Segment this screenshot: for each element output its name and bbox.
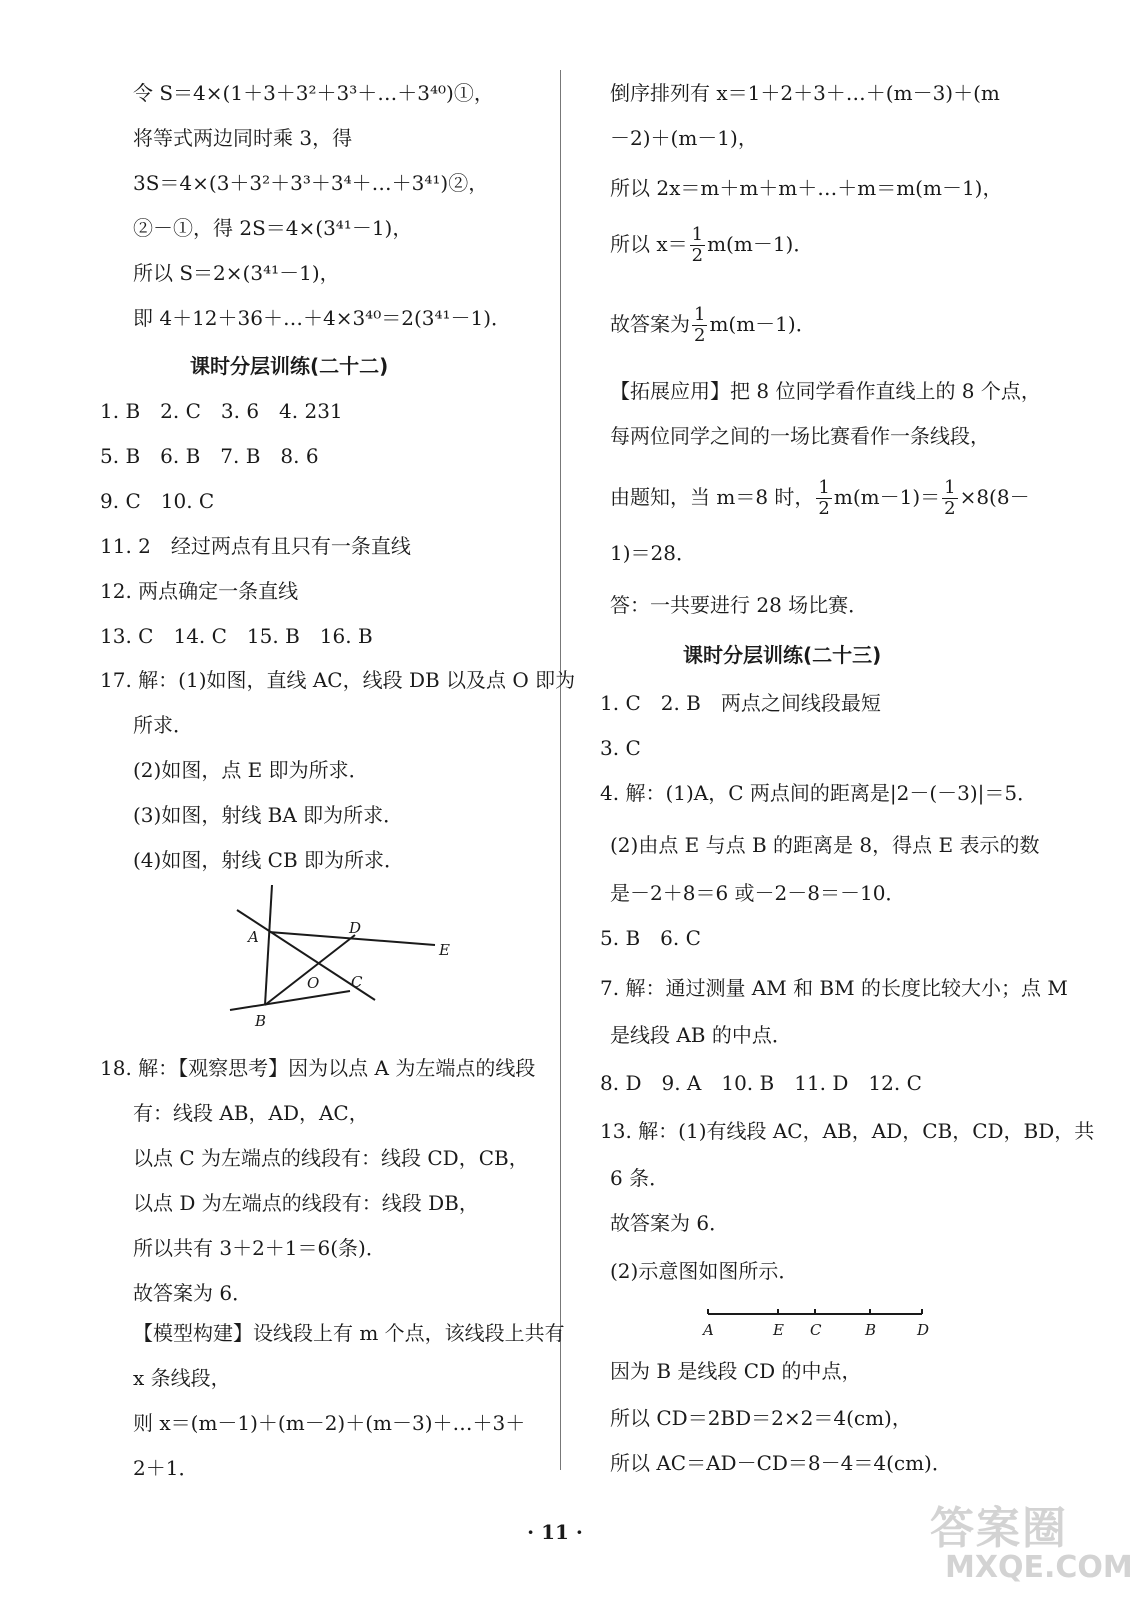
- frac-num: 1: [944, 477, 956, 498]
- text-line: 4. 解：(1)A，C 两点间的距离是|2－(－3)|＝5．: [600, 781, 1038, 805]
- text-line: 9. C 10. C: [100, 489, 215, 513]
- text-line: (4)如图，射线 CB 即为所求．: [133, 848, 405, 872]
- label-d: D: [349, 919, 362, 937]
- frac-line-when: [610, 478, 1030, 519]
- column-divider: [560, 70, 561, 1470]
- label-b: B: [255, 1012, 267, 1030]
- text-line: (3)如图，射线 BA 即为所求．: [133, 803, 404, 827]
- frac-line-when-mid: m(m－1)＝: [833, 485, 941, 509]
- text-line: (2)由点 E 与点 B 的距离是 8，得点 E 表示的数: [610, 833, 1040, 857]
- text-line: 8. D 9. A 10. B 11. D 12. C: [600, 1071, 922, 1095]
- section-heading: 课时分层训练(二十二): [190, 354, 389, 378]
- text-line: 令 S＝4×(1＋3＋3²＋3³＋…＋3⁴⁰)①，: [133, 81, 494, 105]
- page-number: · 11 ·: [527, 1520, 583, 1544]
- point-label-d: D: [917, 1321, 930, 1339]
- text-line: 13. C 14. C 15. B 16. B: [100, 624, 373, 648]
- point-label-e: E: [773, 1321, 784, 1339]
- frac-num: 1: [694, 304, 706, 325]
- text-line: 5. B 6. C: [600, 926, 701, 950]
- text-line: 以点 C 为左端点的线段有：线段 CD，CB，: [133, 1146, 529, 1170]
- text-line: 每两位同学之间的一场比赛看作一条线段，: [610, 424, 990, 448]
- text-line: 【模型构建】设线段上有 m 个点，该线段上共有: [133, 1321, 565, 1345]
- text-line: －2)＋(m－1)，: [610, 126, 758, 150]
- fraction: [692, 305, 707, 346]
- frac-num: 1: [691, 224, 704, 245]
- text-line: 则 x＝(m－1)＋(m－2)＋(m－3)＋…＋3＋: [133, 1411, 526, 1435]
- text-line: 18. 解：【观察思考】因为以点 A 为左端点的线段: [100, 1056, 536, 1080]
- text-line: ②－①，得 2S＝4×(3⁴¹－1)，: [133, 216, 413, 240]
- point-label-a: A: [703, 1321, 714, 1339]
- figure-13-segment: [690, 1302, 950, 1342]
- frac-den: 2: [944, 498, 956, 519]
- text-line: 3S＝4×(3＋3²＋3³＋3⁴＋…＋3⁴¹)②，: [133, 171, 489, 195]
- text-line: 6 条．: [610, 1166, 670, 1190]
- text-line: 有：线段 AB，AD，AC，: [133, 1101, 369, 1125]
- frac-line-x: [610, 225, 813, 266]
- text-line: 13. 解：(1)有线段 AC，AB，AD，CB，CD，BD，共: [600, 1119, 1095, 1143]
- text-line: 将等式两边同时乘 3，得: [133, 126, 353, 150]
- text-line: 5. B 6. B 7. B 8. 6: [100, 444, 319, 468]
- section-heading: 课时分层训练(二十三): [683, 643, 882, 667]
- text-line: 所以 AC＝AD－CD＝8－4＝4(cm)．: [610, 1451, 952, 1475]
- text-line: 3. C: [600, 736, 641, 760]
- segment-db: [265, 935, 355, 1005]
- ray-cb: [230, 991, 350, 1010]
- text-line: 是－2＋8＝6 或－2－8＝－10．: [610, 881, 906, 905]
- frac-line-when-post: ×8(8－: [959, 485, 1030, 509]
- text-line: x 条线段，: [133, 1366, 231, 1390]
- frac-line-when-pre: 由题知，当 m＝8 时，: [610, 485, 815, 509]
- text-line: 答：一共要进行 28 场比赛．: [610, 593, 869, 617]
- text-line: 以点 D 为左端点的线段有：线段 DB，: [133, 1191, 479, 1215]
- point-label-b: B: [865, 1321, 877, 1339]
- text-line: 7. 解：通过测量 AM 和 BM 的长度比较大小；点 M: [600, 976, 1068, 1000]
- text-line: (2)示意图如图所示．: [610, 1259, 799, 1283]
- ray-ba: [265, 885, 272, 1005]
- text-line: 所以共有 3＋2＋1＝6(条)．: [133, 1236, 386, 1260]
- text-line: 所以 S＝2×(3⁴¹－1)，: [133, 261, 340, 285]
- text-line: 即 4＋12＋36＋…＋4×3⁴⁰＝2(3⁴¹－1)．: [133, 306, 512, 330]
- frac-line-ans-pre: 故答案为: [610, 312, 690, 336]
- text-line: 【拓展应用】把 8 位同学看作直线上的 8 个点，: [610, 379, 1041, 403]
- frac-line-x-post: m(m－1)．: [707, 232, 814, 256]
- text-line: 12. 两点确定一条直线: [100, 579, 299, 603]
- frac-den: 2: [694, 325, 706, 346]
- text-line: 因为 B 是线段 CD 的中点，: [610, 1359, 862, 1383]
- text-line: 所以 CD＝2BD＝2×2＝4(cm)，: [610, 1406, 912, 1430]
- watermark-url: MXQE.COM: [945, 1550, 1133, 1585]
- frac-line-ans-post: m(m－1)．: [709, 312, 816, 336]
- fraction: [816, 478, 831, 519]
- fraction: [942, 478, 957, 519]
- point-label-c: C: [810, 1321, 822, 1339]
- text-line: 故答案为 6．: [133, 1281, 253, 1305]
- text-line: 1)＝28．: [610, 541, 696, 565]
- figure-17-diagram: [225, 880, 465, 1030]
- frac-den: 2: [691, 245, 704, 266]
- fraction: [690, 225, 705, 266]
- text-line: 所以 2x＝m＋m＋m＋…＋m＝m(m－1)，: [610, 176, 1003, 200]
- label-a: A: [248, 928, 259, 946]
- text-line: 11. 2 经过两点有且只有一条直线: [100, 534, 411, 558]
- text-line: 1. C 2. B 两点之间线段最短: [600, 691, 881, 715]
- text-line: 17. 解：(1)如图，直线 AC，线段 DB 以及点 O 即为: [100, 668, 576, 692]
- watermark-logo: 答案圈: [930, 1503, 1068, 1554]
- frac-num: 1: [818, 477, 830, 498]
- frac-line-x-pre: 所以 x＝: [610, 232, 688, 256]
- text-line: 所求．: [133, 713, 193, 737]
- frac-line-ans: [610, 305, 816, 346]
- frac-den: 2: [818, 498, 830, 519]
- text-line: (2)如图，点 E 即为所求．: [133, 758, 369, 782]
- text-line: 是线段 AB 的中点．: [610, 1023, 792, 1047]
- text-line: 1. B 2. C 3. 6 4. 231: [100, 399, 343, 423]
- text-line: 倒序排列有 x＝1＋2＋3＋…＋(m－3)＋(m: [610, 81, 1000, 105]
- label-c: C: [351, 973, 363, 991]
- label-e: E: [439, 941, 450, 959]
- text-line: 2＋1．: [133, 1456, 199, 1480]
- label-o: O: [307, 974, 320, 992]
- text-line: 故答案为 6．: [610, 1211, 730, 1235]
